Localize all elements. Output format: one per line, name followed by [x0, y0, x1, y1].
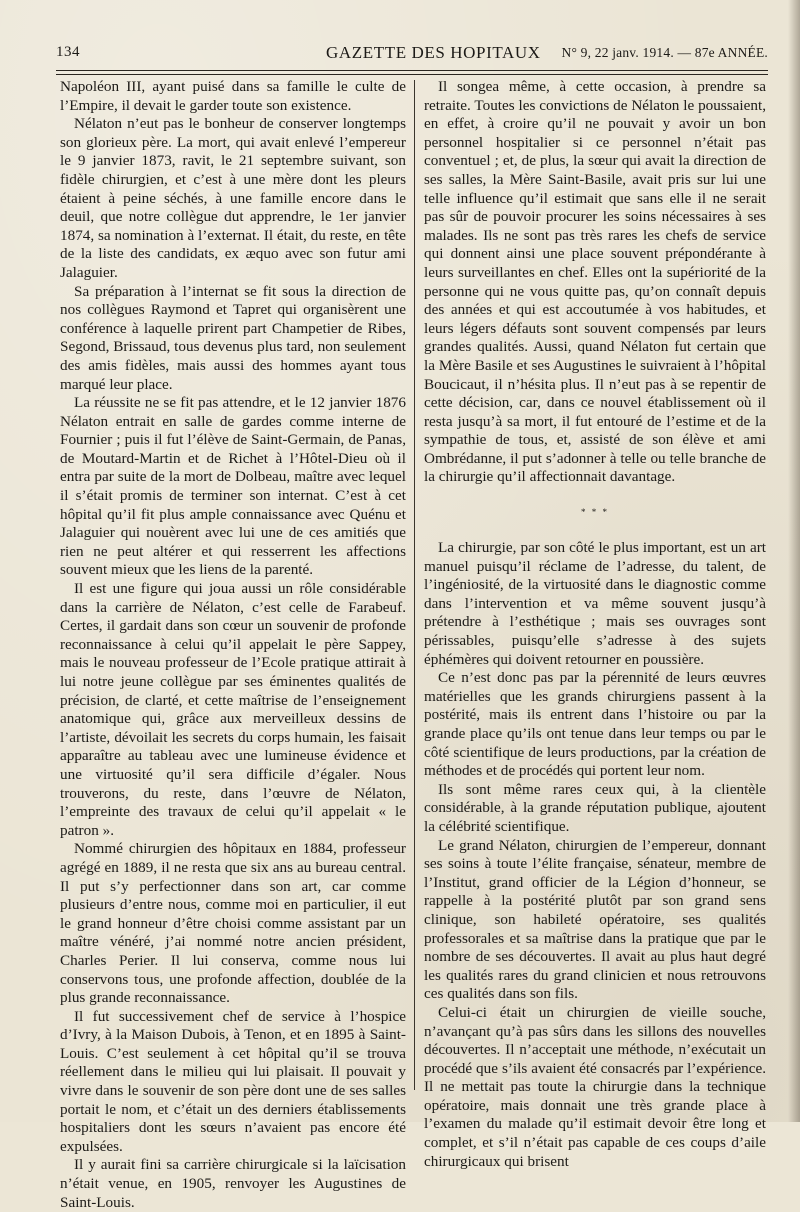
paragraph: Il songea même, à cette occasion, à prendre sa retraite. Toutes les convictions de Nélaton le poussaient, en effet, à croire qu’il ne pouvait y avoir un bon personnel hospitalier si ce personnel n’était pas conventuel ; et, de plus, la sœur qui avait la direction de ses salles, la Mère Saint-Basile, avait pris sur lui une telle influence qu’il estimait que sans elle il ne serait pas sûr de pouvoir procurer les soins nécessaires à ses malades. Ils ne sont pas très rares les chefs de service qui donnent ainsi une place souvent prépondérante à leurs surveillantes en chef. Elles ont la supériorité de la personne qui ne vous quitte pas, qu’on connaît depuis des années et qui est accoutumée à vos habitudes, et leurs légers défauts sont souvent compensés par leurs grandes qualités. Aussi, quand Nélaton fut certain que la Mère Basile et ses Augustines le suivraient à l’hôpital Boucicaut, il n’hésita plus. Il n’eut pas à se repentir de cette décision, car, dans ce nouvel établissement où il resta jusqu’à sa mort, il fut entouré de l’estime et de la sympathie de tous, et, assisté de son élève et ami Ombrédanne, il put s’adonner à telle ou telle branche de la chirurgie qu’il affectionnait davantage.: [424, 78, 766, 486]
journal-title: GAZETTE DES HOPITAUX: [326, 43, 541, 62]
paragraph: Nommé chirurgien des hôpitaux en 1884, professeur agrégé en 1889, il ne resta que six ans au bureau central. Il put s’y perfectionner dans son art, car comme plusieurs d’entre nous, comme moi en particulier, il eut le grand honneur d’être choisi comme assistant par un maître vénéré, j’ai nommé notre ancien président, Charles Perier. Il lui conserva, comme nous lui conservons tous, une profonde affection, doublée de la plus grande reconnaissance.: [60, 840, 406, 1007]
page-header: [56, 40, 768, 66]
paragraph: Le grand Nélaton, chirurgien de l’empereur, donnant ses soins à toute l’élite française, sénateur, membre de l’Institut, grand officier de la Légion d’honneur, se rappelle à la postérité plutôt par son grand sens clinique, son habileté opératoire, ses qualités professorales et sa maîtrise dans la pratique que par le nombre de ses découvertes. Il avait au plus haut degré les qualités rares du grand clinicien et nous retrouvons ces qualités dans son fils.: [424, 836, 766, 1003]
paragraph: Nélaton n’eut pas le bonheur de conserver longtemps son glorieux père. La mort, qui avait enlevé l’empereur le 9 janvier 1873, ravit, le 21 septembre suivant, son fidèle chirurgien, et c’est à une mère dont les pleurs étaient à peine séchés, à une famille encore dans le deuil, que notre collègue dut apprendre, le 1er janvier 1874, sa nomination à l’externat. Il était, du reste, en tête de la liste des candidats, ex æquo avec son futur ami Jalaguier.: [60, 115, 406, 281]
paragraph: La réussite ne se fit pas attendre, et le 12 janvier 1876 Nélaton entrait en salle de gardes comme interne de Fournier ; puis il fut l’élève de Saint-Germain, de Panas, de Moutard-Martin et de Richet à l’Hôtel-Dieu où il entra par suite de la mort de Dolbeau, maître avec lequel il s’était promis de terminer son internat. C’est à cet hôpital qu’il fit plus ample connaissance avec Quénu et Jalaguier qui nouèrent avec lui une de ces amitiés que rien ne peut altérer et qui resserrent les affections souvent mieux que les liens de la parenté.: [60, 394, 406, 579]
paragraph: Il fut successivement chef de service à l’hospice d’Ivry, à la Maison Dubois, à Tenon, et en 1895 à Saint-Louis. C’est seulement à cet hôpital qu’il se trouva réellement dans le milieu qui lui plaisait. Il pouvait y vivre dans le souvenir de son père dont une de ses salles portait le nom, et c’était un des derniers établissements hospitaliers dont les sœurs n’avaient pas encore été expulsées.: [60, 1007, 406, 1155]
right-column: [424, 78, 766, 1171]
column-divider: [414, 80, 415, 1090]
section-break-asterisks: * * *: [581, 507, 609, 518]
paragraph: Napoléon III, ayant puisé dans sa famille le culte de l’Empire, il devait le garder toute son existence.: [60, 78, 406, 114]
paragraph: Sa préparation à l’internat se fit sous la direction de nos collègues Raymond et Tapret qui organisèrent une conférence à laquelle prirent part Champetier de Ribes, Segond, Brissaud, tous devenus plus tard, non seulement des amis fidèles, mais aussi des hommes ayant tous marqué leur place.: [60, 282, 406, 393]
issue-info: N° 9, 22 janv. 1914. — 87e ANNÉE.: [561, 45, 768, 60]
page-edge-shadow: [788, 0, 800, 1122]
page-number: 134: [56, 44, 80, 60]
paragraph: Il est une figure qui joua aussi un rôle considérable dans la carrière de Nélaton, c’est celle de Farabeuf. Certes, il gardait dans son cœur un souvenir de profonde reconnaissance à celui qu’il appelait le père Sappey, mais le nouveau professeur de l’Ecole pratique attirait à lui notre jeune collègue par ses éminentes qualités de précision, de clarté, et cette maîtrise de l’enseignement anatomique qui, grâce aux merveilleux dessins de l’artiste, dévoilait les secrets du corps humain, les faisait apparaître au tableau avec une lumineuse évidence et une virtuosité qu’il sera difficile d’égaler. Nous trouverons, du reste, dans l’œuvre de Nélaton, l’empreinte des travaux de celui qu’il appelait « le patron ».: [60, 580, 406, 839]
paragraph: Ils sont même rares ceux qui, à la clientèle considérable, à la grande réputation publique, ajoutent la célébrité scientifique.: [424, 780, 766, 835]
paragraph: La chirurgie, par son côté le plus important, est un art manuel puisqu’il réclame de l’adresse, du talent, de l’ingéniosité, de la virtuosité dans le diagnostic comme dans l’intervention et va même souvent jusqu’à prétendre à l’esthétique ; mais ses ouvrages sont périssables, puisqu’elle s’adresse à des sujets éphémères qui doivent retourner en poussière.: [424, 539, 766, 668]
header-rule: [56, 70, 768, 71]
paragraph: Ce n’est donc pas par la pérennité de leurs œuvres matérielles que les grands chirurgiens passent à la postérité, mais ils entrent dans l’histoire ou par la grande place qu’ils ont tenue dans leur temps ou par le côté scientifique de leurs productions, par la création de méthodes et de procédés qui portent leur nom.: [424, 669, 766, 780]
header-rule-double: [56, 74, 768, 75]
paragraph: Il y aurait fini sa carrière chirurgicale si la laïcisation n’était venue, en 1905, renvoyer les Augustines de Saint-Louis.: [60, 1156, 406, 1211]
paragraph: Celui-ci était un chirurgien de vieille souche, n’avançant qu’à pas sûrs dans les sillons des nouvelles découvertes. Il n’acceptait une méthode, n’exécutait un procédé que s’ils avaient été consacrés par l’expérience. Il ne mettait pas toute la chirurgie dans la technique opératoire, mais donnait une très grande place à l’examen du malade qu’il estimait devoir être long et complet, et s’il n’était pas capable de ces coups d’aile chirurgicaux qui brisent: [424, 1003, 766, 1170]
left-column: [60, 78, 406, 1212]
